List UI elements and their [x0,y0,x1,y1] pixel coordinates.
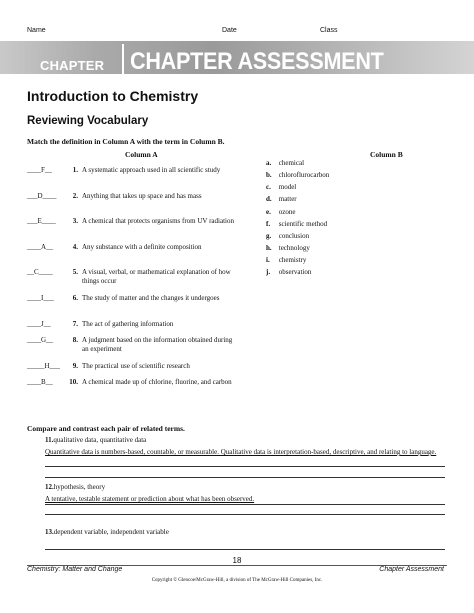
item-number: 9. [72,362,78,370]
item-definition: A systematic approach used in all scientific study [82,166,221,174]
column-a-item-10 [27,378,237,387]
item-definition: Any substance with a definite composition [82,243,202,251]
assessment-label: CHAPTER ASSESSMENT [130,48,384,75]
compare-instructions: Compare and contrast each pair of related terms. [27,424,185,433]
chapter-label: CHAPTER [40,58,105,73]
column-a-item-3 [27,217,237,226]
question-12: 12.hypothesis, theory [45,483,106,491]
column-a-item-5 [27,268,237,286]
column-b-term-d: d. matter [266,195,297,203]
response-12[interactable]: A tentative, testable statement or prediction about what has been observed. [45,495,255,503]
answer-line [45,549,445,550]
item-definition: A visual, verbal, or mathematical explanation of how things occur [82,268,231,285]
page-number: 18 [232,556,242,565]
column-b-term-j: j. observation [266,268,312,276]
answer-blank[interactable]: ____I___ [27,294,54,302]
column-b-term-i: i. chemistry [266,256,307,264]
column-b-term-c: c. model [266,183,297,191]
item-definition: A chemical made up of chlorine, fluorine, and carbon [82,378,232,386]
answer-line [45,504,445,505]
question-13: 13.dependent variable, independent variable [45,528,169,536]
column-a-item-7 [27,320,237,329]
chapter-banner [0,41,474,74]
item-number: 3. [72,217,78,225]
answer-blank[interactable]: ____G__ [27,336,54,344]
answer-line [45,477,445,478]
column-b-header: Column B [370,150,403,159]
item-definition: Anything that takes up space and has mass [82,192,202,200]
item-definition: A judgment based on the information obtained during an experiment [82,336,233,353]
column-a-header: Column A [125,150,158,159]
answer-blank[interactable]: ___D____ [27,192,57,200]
name-label: Name [27,27,46,34]
item-number: 5. [72,268,78,276]
matching-instructions: Match the definition in Column A with the term in Column B. [27,137,225,146]
item-number: 10. [69,378,78,386]
copyright-notice: Copyright © Glencoe/McGraw-Hill, a division of The McGraw-Hill Companies, Inc. [151,578,323,583]
footer-book-title: Chemistry: Matter and Change [27,566,123,573]
column-a-item-8 [27,336,237,354]
column-a-item-1 [27,166,237,175]
date-label: Date [222,27,237,34]
column-b-term-f: f. scientific method [266,220,328,228]
footer-section-title: Chapter Assessment [379,566,444,573]
column-b-term-e: e. ozone [266,208,296,216]
answer-blank[interactable]: ___E____ [27,217,56,225]
item-definition: The study of matter and the changes it undergoes [82,294,220,302]
item-number: 1. [72,166,78,174]
column-a-item-4 [27,243,237,252]
answer-blank[interactable]: ____B__ [27,378,53,386]
response-11[interactable]: Quantitative data is numbers-based, countable, or measurable. Qualitative data is interpretation-based, descriptive, and relating to language. [45,448,437,456]
answer-blank[interactable]: __C____ [27,268,53,276]
page-title: Introduction to Chemistry [27,88,199,104]
section-title: Reviewing Vocabulary [27,115,149,127]
answer-line [45,466,445,467]
item-definition: The act of gathering information [82,320,174,328]
column-b-term-h: h. technology [266,244,310,252]
question-11: 11.qualitative data, quantitative data [45,436,147,444]
answer-blank[interactable]: ____A__ [27,243,54,251]
banner-divider [122,44,124,74]
column-a-item-2 [27,192,237,201]
answer-blank[interactable]: ____F__ [27,166,52,174]
item-number: 8. [72,336,78,344]
item-number: 7. [72,320,78,328]
column-b-term-g: g. conclusion [266,232,310,240]
column-a-item-6 [27,294,237,303]
column-b-term-a: a. chemical [266,159,305,167]
item-number: 6. [72,294,78,302]
item-number: 4. [72,243,78,251]
answer-blank[interactable]: ____J__ [27,320,51,328]
class-label: Class [320,27,338,34]
item-number: 2. [72,192,78,200]
answer-line [45,514,445,515]
item-definition: The practical use of scientific research [82,362,190,370]
column-b-term-b: b. chloroflurocarbon [266,171,330,179]
answer-blank[interactable]: _____H___ [27,362,61,370]
item-definition: A chemical that protects organisms from UV radiation [82,217,234,225]
column-a-item-9 [27,362,237,371]
